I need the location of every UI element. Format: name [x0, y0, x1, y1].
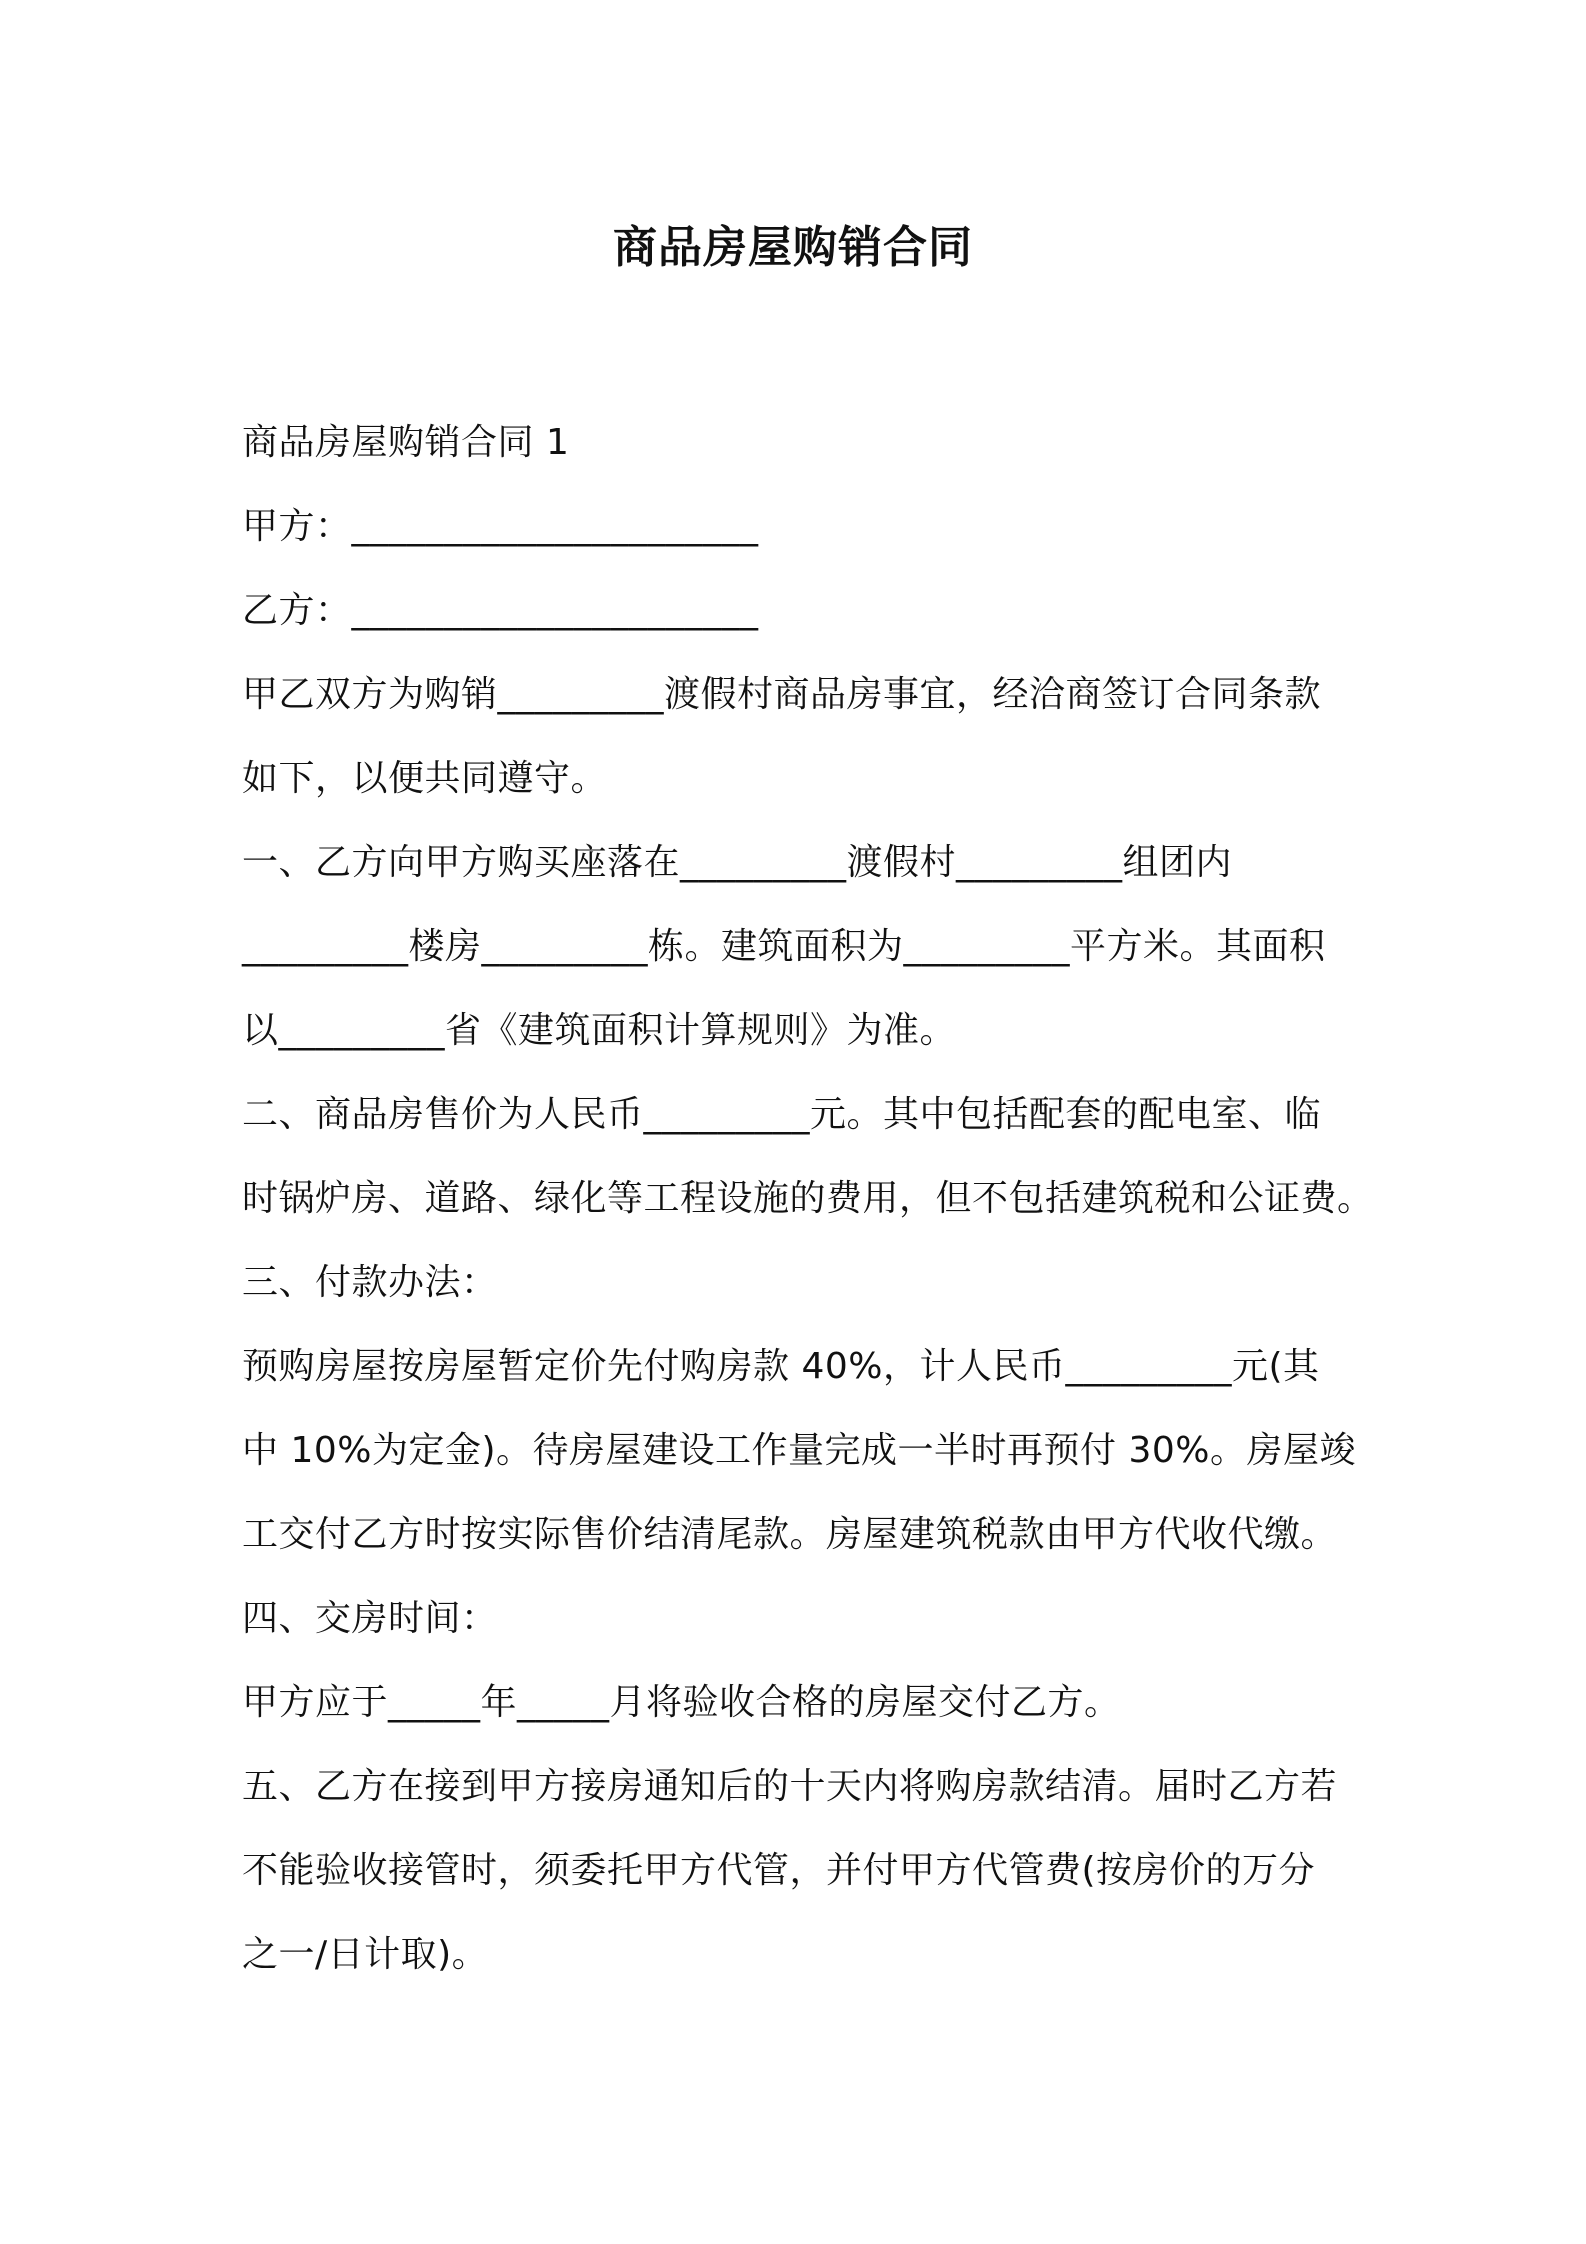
clause-3-heading: 三、付款办法：: [242, 1262, 498, 1303]
clause-4-line-1: 甲方应于_____年_____月将验收合格的房屋交付乙方。: [242, 1682, 1121, 1723]
clause-1-line-1: 一、乙方向甲方购买座落在_________渡假村_________组团内: [242, 842, 1233, 883]
document-body: [242, 413, 1374, 2009]
clause-3-line-1: 预购房屋按房屋暂定价先付购房款 40%，计人民币_________元(其: [242, 1346, 1320, 1387]
clause-5-line-2: 不能验收接管时，须委托甲方代管，并付甲方代管费(按房价的万分: [242, 1850, 1316, 1891]
contract-subtitle: 商品房屋购销合同 1: [242, 422, 570, 463]
clause-3-line-3: 工交付乙方时按实际售价结清尾款。房屋建筑税款由甲方代收代缴。: [242, 1514, 1338, 1555]
preamble-line-2: 如下，以便共同遵守。: [242, 758, 608, 799]
clause-3-line-2: 中 10%为定金)。待房屋建设工作量完成一半时再预付 30%。房屋竣: [242, 1430, 1356, 1471]
clause-1-line-2: _________楼房_________栋。建筑面积为_________平方米。其面积: [242, 926, 1326, 967]
party-b-line: 乙方：______________________: [242, 590, 759, 631]
preamble-line-1: 甲乙双方为购销_________渡假村商品房事宜，经洽商签订合同条款: [242, 674, 1322, 715]
clause-2-line-1: 二、商品房售价为人民币_________元。其中包括配套的配电室、临: [242, 1094, 1322, 1135]
clause-2-line-2: 时锅炉房、道路、绿化等工程设施的费用，但不包括建筑税和公证费。: [242, 1178, 1374, 1219]
party-a-line: 甲方：______________________: [242, 506, 759, 547]
clause-5-line-1: 五、乙方在接到甲方接房通知后的十天内将购房款结清。届时乙方若: [242, 1766, 1338, 1807]
clause-4-heading: 四、交房时间：: [242, 1598, 498, 1639]
clause-5-line-3: 之一/日计取)。: [242, 1934, 489, 1975]
clause-1-line-3: 以_________省《建筑面积计算规则》为准。: [242, 1010, 957, 1051]
page-title: 商品房屋购销合同: [613, 222, 973, 273]
